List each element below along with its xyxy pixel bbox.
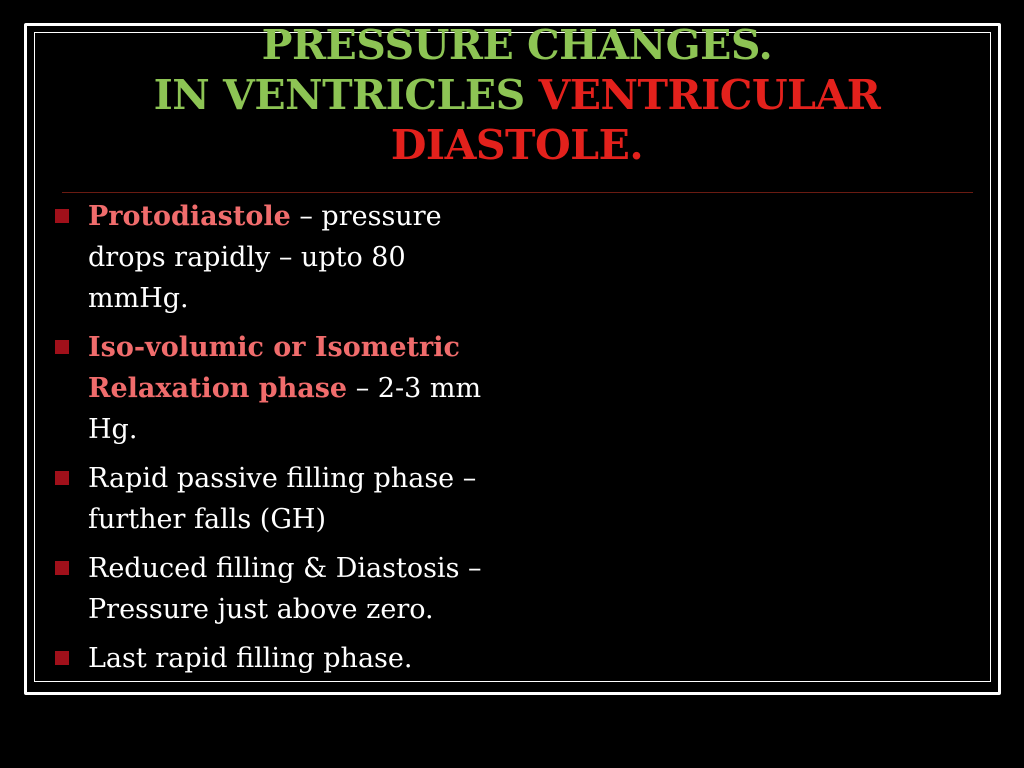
title-line-2	[60, 70, 974, 120]
bullet-list	[52, 196, 512, 687]
bullet-text: Last rapid filling phase.	[88, 643, 413, 674]
bullet-square-icon	[55, 340, 69, 354]
bullet-item	[52, 548, 512, 630]
title-line-2-green: IN VENTRICLES	[153, 71, 539, 119]
title-line-2-red: VENTRICULAR	[538, 71, 881, 119]
title-line-3: DIASTOLE.	[390, 121, 644, 169]
bullet-item	[52, 196, 512, 319]
bullet-highlight: Protodiastole	[88, 201, 291, 232]
bullet-text: Rapid passive filling phase – further falls (GH)	[88, 463, 477, 535]
title-divider	[62, 192, 973, 193]
slide-title	[60, 20, 974, 170]
bullet-square-icon	[55, 651, 69, 665]
bullet-item	[52, 638, 512, 679]
bullet-text: – 2-3 mm Hg.	[88, 373, 482, 445]
bullet-text: – pressure drops rapidly – upto 80 mmHg.	[88, 201, 442, 314]
bullet-item	[52, 458, 512, 540]
bullet-square-icon	[55, 471, 69, 485]
bullet-text: Reduced filling & Diastosis – Pressure just above zero.	[88, 553, 482, 625]
bullet-item	[52, 327, 512, 450]
bullet-square-icon	[55, 561, 69, 575]
bullet-highlight: Iso-volumic or Isometric Relaxation phase	[88, 332, 460, 404]
title-line-1: PRESSURE CHANGES.	[261, 21, 773, 69]
bullet-square-icon	[55, 209, 69, 223]
